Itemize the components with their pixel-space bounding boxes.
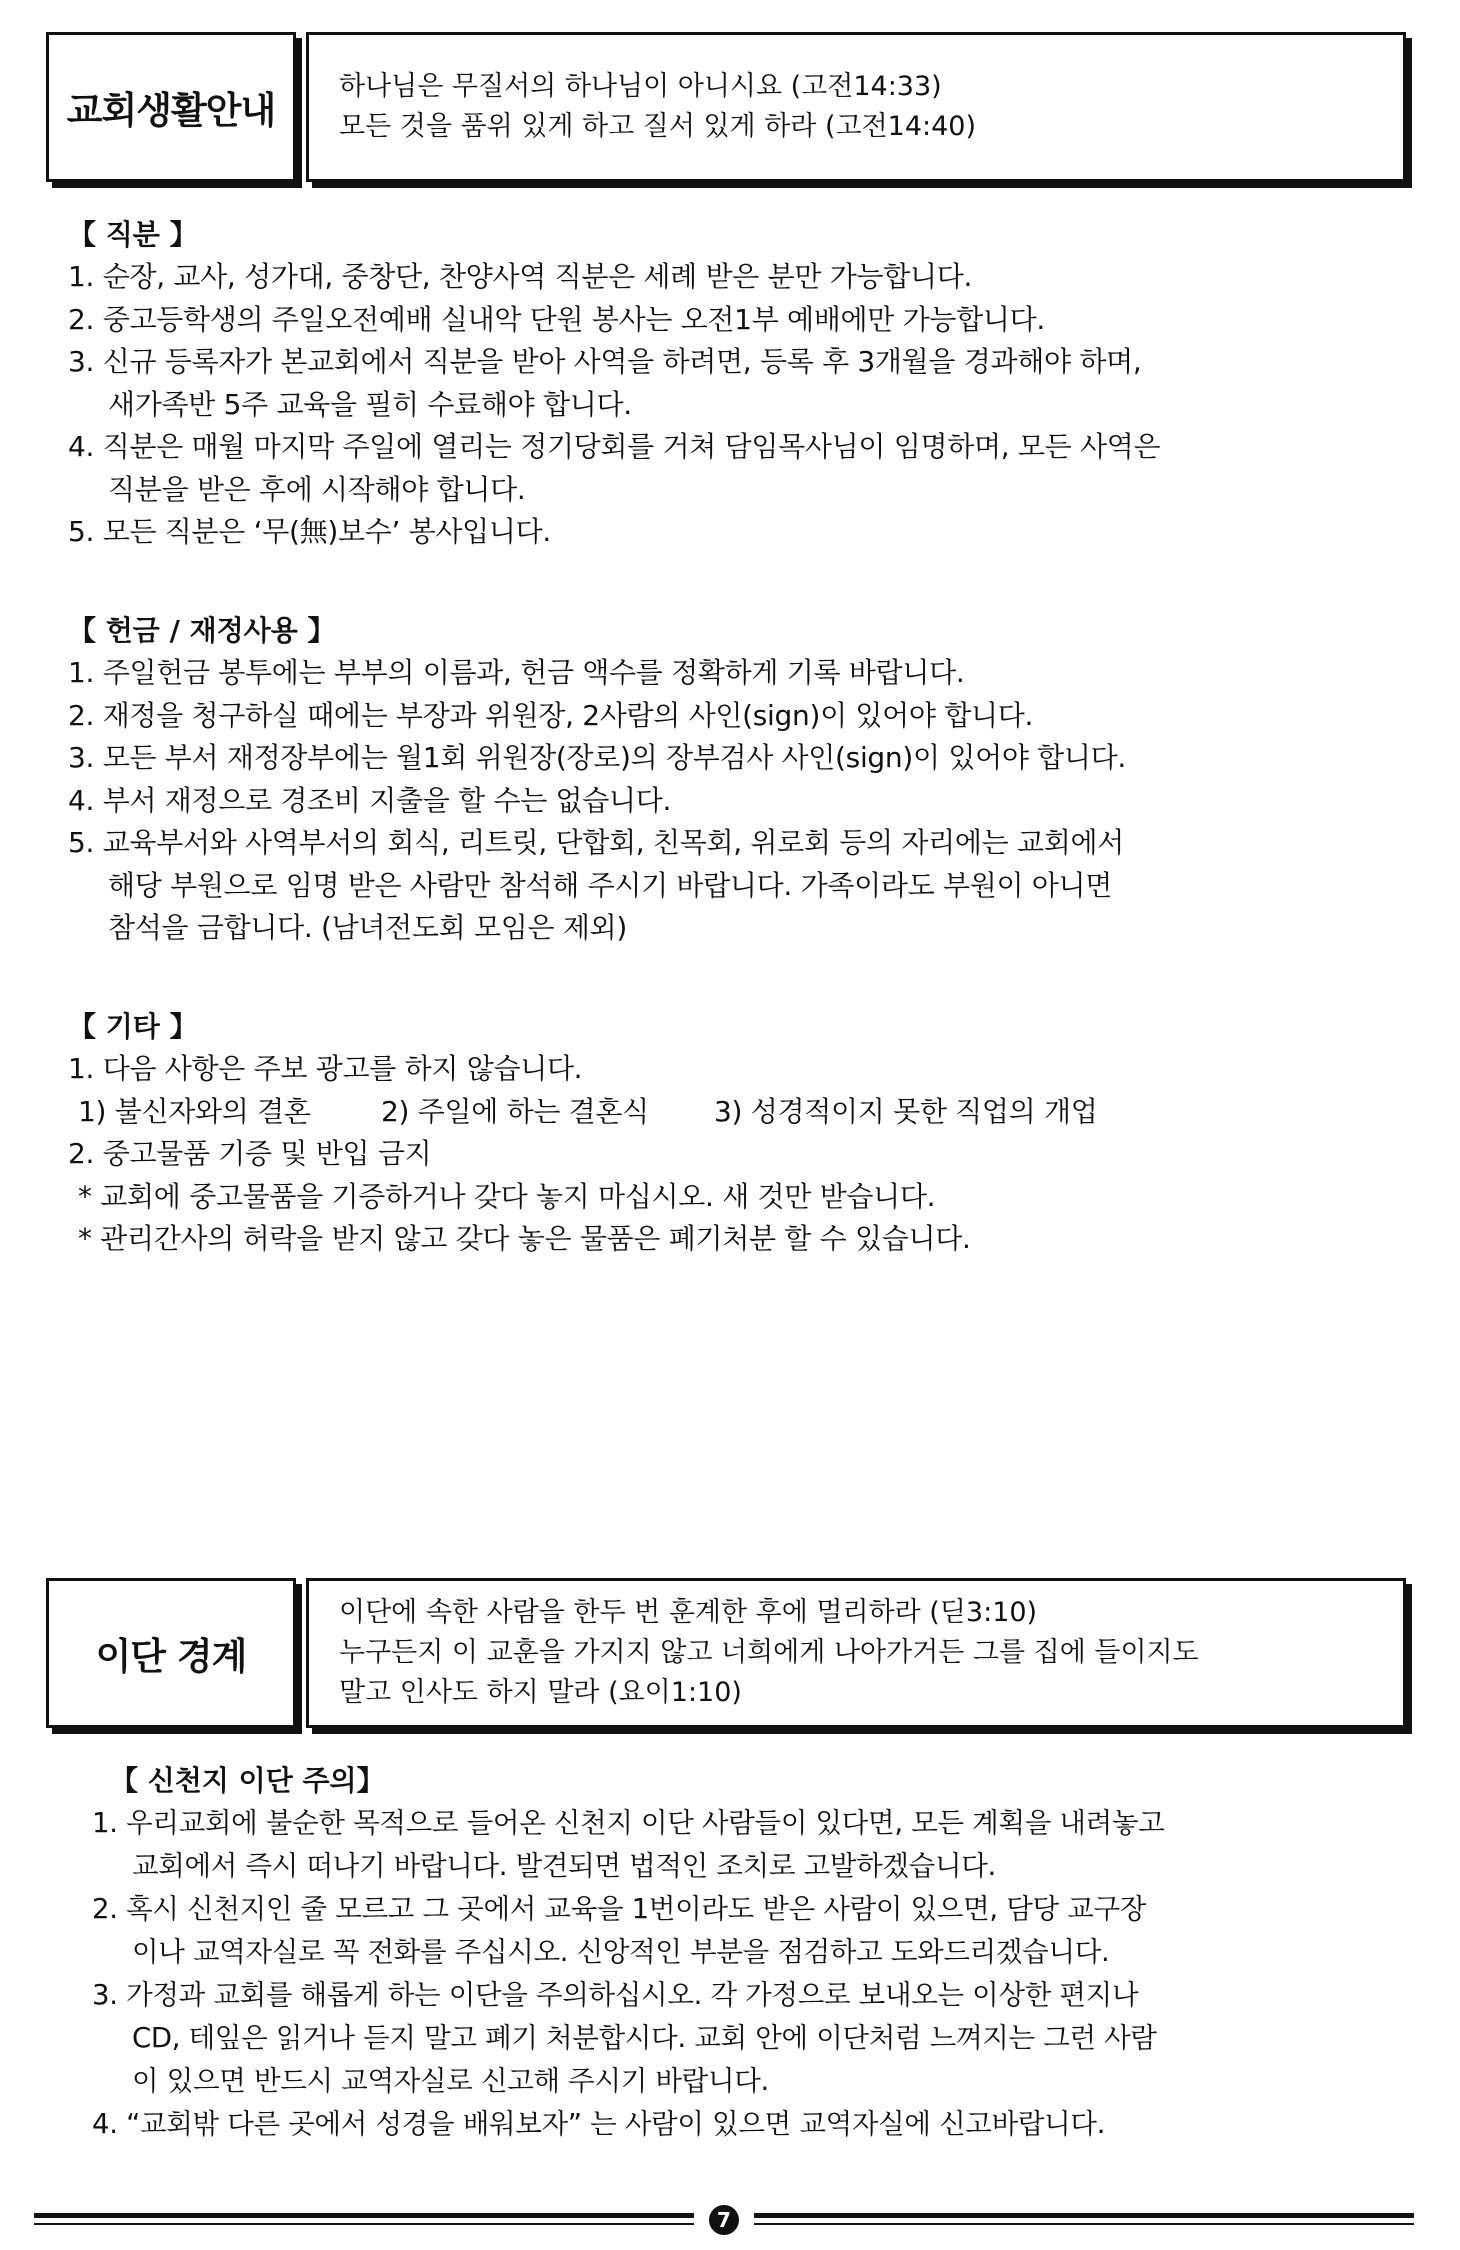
duty-item: 2. 중고등학생의 주일오전예배 실내악 단원 봉사는 오전1부 예배에만 가능합니다. <box>68 302 1045 336</box>
finance-item: 4. 부서 재정으로 경조비 지출을 할 수는 없습니다. <box>68 783 672 817</box>
duty-item-continuation: 직분을 받은 후에 시작해야 합니다. <box>108 472 526 506</box>
etc-subitems <box>68 1091 1098 1134</box>
verse-box-heresy-warning <box>306 1578 1406 1728</box>
finance-section <box>68 610 1126 950</box>
finance-item-continuation: 참석을 금합니다. (남녀전도회 모임은 제외) <box>108 911 627 944</box>
etc-subitem: 3) 성경적이지 못한 직업의 개업 <box>714 1094 1098 1128</box>
footer-rule <box>754 2213 1414 2218</box>
heresy-item-continuation: 이나 교역자실로 꼭 전화를 주십시오. 신앙적인 부분을 점검하고 도와드리겠습니다. <box>132 1936 1110 1968</box>
heresy-section <box>92 1760 1164 2146</box>
section-title-church-life: 교회생활안내 <box>66 89 276 132</box>
etc-note: * 교회에 중고물품을 기증하거나 갖다 놓지 마십시오. 새 것만 받습니다. <box>78 1179 936 1213</box>
heresy-item-continuation: 교회에서 즉시 떠나기 바랍니다. 발견되면 법적인 조치로 고발하겠습니다. <box>132 1850 996 1882</box>
verse-line: 말고 인사도 하지 말라 (요이1:10) <box>339 1677 742 1708</box>
section-title-box-heresy-warning <box>46 1578 296 1728</box>
etc-heading: 【 기타 】 <box>68 1010 198 1043</box>
heresy-item-continuation: CD, 테잎은 읽거나 듣지 말고 폐기 처분합시다. 교회 안에 이단처럼 느껴지는 그런 사람 <box>132 2022 1157 2054</box>
etc-item: 1. 다음 사항은 주보 광고를 하지 않습니다. <box>68 1052 583 1085</box>
etc-section <box>68 1006 1098 1261</box>
heresy-item: 3. 가정과 교회를 해롭게 하는 이단을 주의하십시오. 각 가정으로 보내오는 이상한 편지나 <box>92 1979 1139 2011</box>
finance-item: 2. 재정을 청구하실 때에는 부장과 위원장, 2사람의 사인(sign)이 있어야 합니다. <box>68 698 1034 732</box>
etc-note: * 관리간사의 허락을 받지 않고 갖다 놓은 물품은 폐기처분 할 수 있습니다. <box>78 1222 971 1255</box>
etc-item: 2. 중고물품 기증 및 반입 금지 <box>68 1137 432 1170</box>
etc-subitem: 1) 불신자와의 결혼 <box>78 1094 311 1128</box>
finance-item-continuation: 해당 부원으로 임명 받은 사람만 참석해 주시기 바랍니다. 가족이라도 부원이 아니면 <box>108 868 1113 902</box>
finance-item: 1. 주일헌금 봉투에는 부부의 이름과, 헌금 액수를 정확하게 기록 바랍니다. <box>68 656 965 689</box>
finance-heading: 【 헌금 / 재정사용 】 <box>68 614 336 647</box>
duty-section <box>68 214 1160 554</box>
finance-item: 5. 교육부서와 사역부서의 회식, 리트릿, 단합회, 친목회, 위로회 등의 자리에는 교회에서 <box>68 826 1124 859</box>
verse-line: 하나님은 무질서의 하나님이 아니시요 (고전14:33) <box>339 71 942 102</box>
verse-line: 누구든지 이 교훈을 가지지 않고 너희에게 나아가거든 그를 집에 들이지도 <box>339 1637 1199 1668</box>
verse-line: 모든 것을 품위 있게 하고 질서 있게 하라 (고전14:40) <box>339 111 977 142</box>
duty-item-continuation: 새가족반 5주 교육을 필히 수료해야 합니다. <box>108 387 632 421</box>
etc-subitem: 2) 주일에 하는 결혼식 <box>381 1094 649 1128</box>
duty-item: 1. 순장, 교사, 성가대, 중창단, 찬양사역 직분은 세례 받은 분만 가능합니다. <box>68 260 973 293</box>
section-title-heresy-warning: 이단 경계 <box>95 1635 247 1678</box>
heresy-heading: 【 신천지 이단 주의】 <box>110 1764 385 1797</box>
heresy-item: 4. “교회밖 다른 곳에서 성경을 배워보자” 는 사람이 있으면 교역자실에 신고바랍니다. <box>92 2108 1106 2140</box>
finance-item: 3. 모든 부서 재정장부에는 월1회 위원장(장로)의 장부검사 사인(sign)이 있어야 합니다. <box>68 741 1127 774</box>
heresy-item: 2. 혹시 신천지인 줄 모르고 그 곳에서 교육을 1번이라도 받은 사람이 있으면, 담당 교구장 <box>92 1893 1147 1925</box>
duty-heading: 【 직분 】 <box>68 218 198 251</box>
heresy-item: 1. 우리교회에 불순한 목적으로 들어온 신천지 이단 사람들이 있다면, 모든 계획을 내려놓고 <box>92 1807 1165 1839</box>
page-footer <box>34 2208 1414 2232</box>
footer-rule <box>34 2213 694 2218</box>
heresy-item-continuation: 이 있으면 반드시 교역자실로 신고해 주시기 바랍니다. <box>132 2065 769 2097</box>
footer-rule <box>754 2223 1414 2225</box>
duty-item: 3. 신규 등록자가 본교회에서 직분을 받아 사역을 하려면, 등록 후 3개월을 경과해야 하며, <box>68 345 1142 378</box>
footer-rule <box>34 2223 694 2225</box>
duty-item: 5. 모든 직분은 ‘무(無)보수’ 봉사입니다. <box>68 515 551 548</box>
duty-item: 4. 직분은 매월 마지막 주일에 열리는 정기당회를 거쳐 담임목사님이 임명하며, 모든 사역은 <box>68 430 1161 463</box>
verse-line: 이단에 속한 사람을 한두 번 훈계한 후에 멀리하라 (딛3:10) <box>339 1597 1038 1628</box>
verse-box-church-life <box>306 32 1406 182</box>
page-number: 7 <box>709 2205 739 2235</box>
section-title-box-church-life <box>46 32 296 182</box>
